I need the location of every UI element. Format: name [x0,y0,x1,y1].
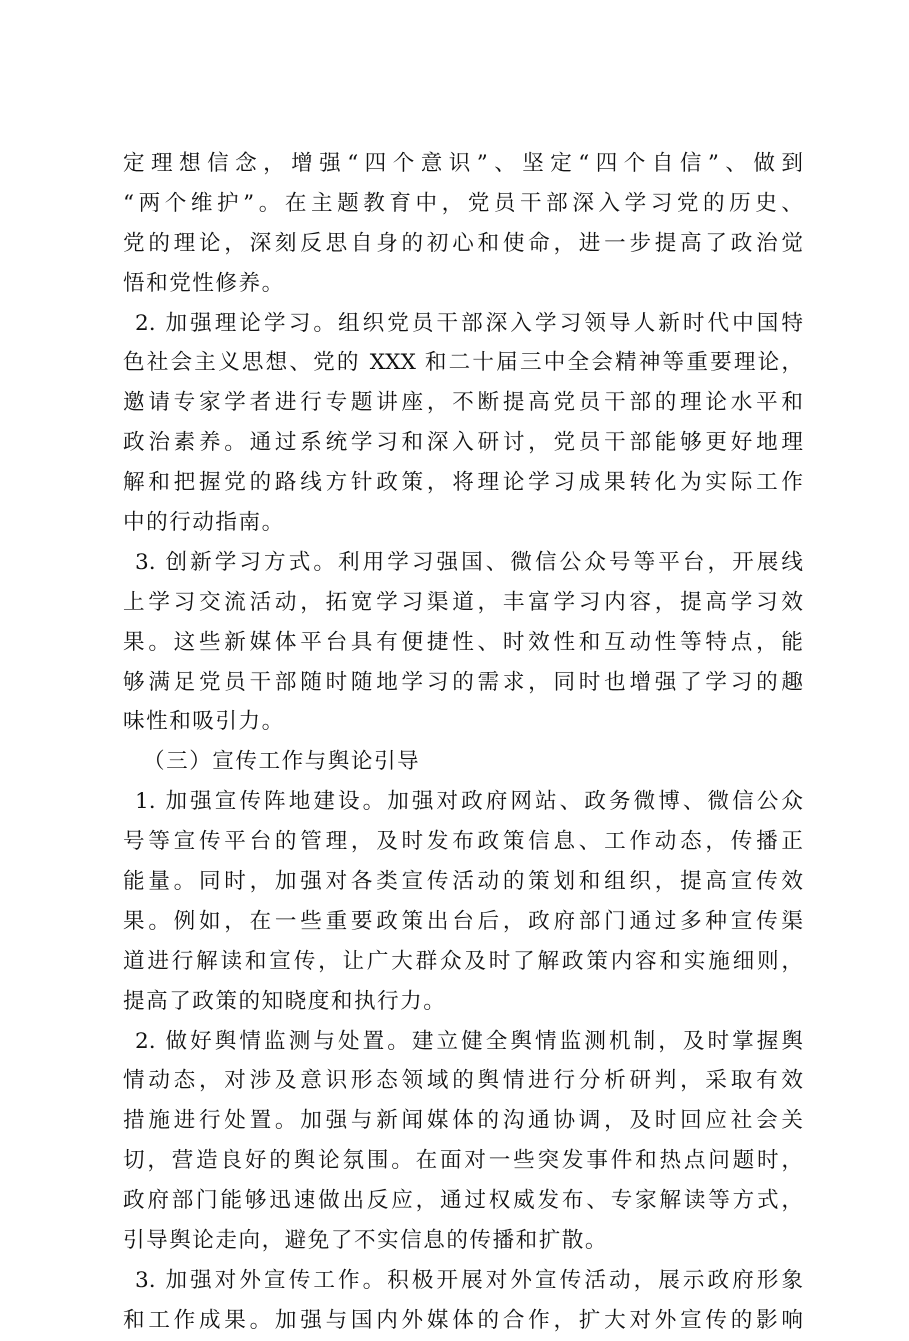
list-item-heading: 2. 做好舆情监测与处置。建立健全舆情监测机制，及时掌握舆 [135,1028,803,1054]
text-line: 政府部门能够迅速做出反应，通过权威发布、专家解读等方式， [123,1188,803,1214]
list-item-heading: 3. 加强对外宣传工作。积极开展对外宣传活动，展示政府形象 [135,1267,803,1293]
list-item-heading: 3. 创新学习方式。利用学习强国、微信公众号等平台，开展线 [135,549,803,575]
text-line: 够满足党员干部随时随地学习的需求，同时也增强了学习的趣 [123,669,803,695]
text-line: 政治素养。通过系统学习和深入研讨，党员干部能够更好地理 [123,430,803,456]
section-heading: （三）宣传工作与舆论引导 [143,749,421,775]
text-line: 果。这些新媒体平台具有便捷性、时效性和互动性等特点，能 [123,629,803,655]
text-line: 党的理论，深刻反思自身的初心和使命，进一步提高了政治觉 [123,230,803,256]
text-line: 解和把握党的路线方针政策，将理论学习成果转化为实际工作 [123,470,803,496]
text-line: 情动态，对涉及意识形态领域的舆情进行分析研判，采取有效 [123,1068,803,1094]
text-line: 引导舆论走向，避免了不实信息的传播和扩散。 [123,1228,608,1254]
text-line: 措施进行处置。加强与新闻媒体的沟通协调，及时回应社会关 [123,1108,803,1134]
text-line: 定理想信念，增强“四个意识”、坚定“四个自信”、做到 [123,151,803,176]
text-line: 号等宣传平台的管理，及时发布政策信息、工作动态，传播正 [123,829,803,855]
text-line: 邀请专家学者进行专题讲座，不断提高党员干部的理论水平和 [123,390,803,416]
text-line: 中的行动指南。 [123,510,285,536]
text-line: 切，营造良好的舆论氛围。在面对一些突发事件和热点问题时， [123,1148,803,1174]
text-line: “两个维护”。在主题教育中，党员干部深入学习党的历史、 [123,190,803,216]
list-item-heading: 1. 加强宣传阵地建设。加强对政府网站、政务微博、微信公众 [135,789,803,815]
text-line: 能量。同时，加强对各类宣传活动的策划和组织，提高宣传效 [123,869,803,895]
text-line: 色社会主义思想、党的 XXX 和二十届三中全会精神等重要理论， [123,350,803,376]
text-line: 和工作成果。加强与国内外媒体的合作，扩大对外宣传的影响 [123,1307,803,1333]
document-body [123,144,803,1341]
list-item-heading: 2. 加强理论学习。组织党员干部深入学习领导人新时代中国特 [135,310,803,336]
text-line: 味性和吸引力。 [123,709,285,735]
text-line: 悟和党性修养。 [123,270,285,296]
text-line: 果。例如，在一些重要政策出台后，政府部门通过多种宣传渠 [123,908,803,934]
text-line: 道进行解读和宣传，让广大群众及时了解政策内容和实施细则， [123,948,803,974]
text-line: 上学习交流活动，拓宽学习渠道，丰富学习内容，提高学习效 [123,589,803,615]
text-line: 提高了政策的知晓度和执行力。 [123,988,447,1014]
